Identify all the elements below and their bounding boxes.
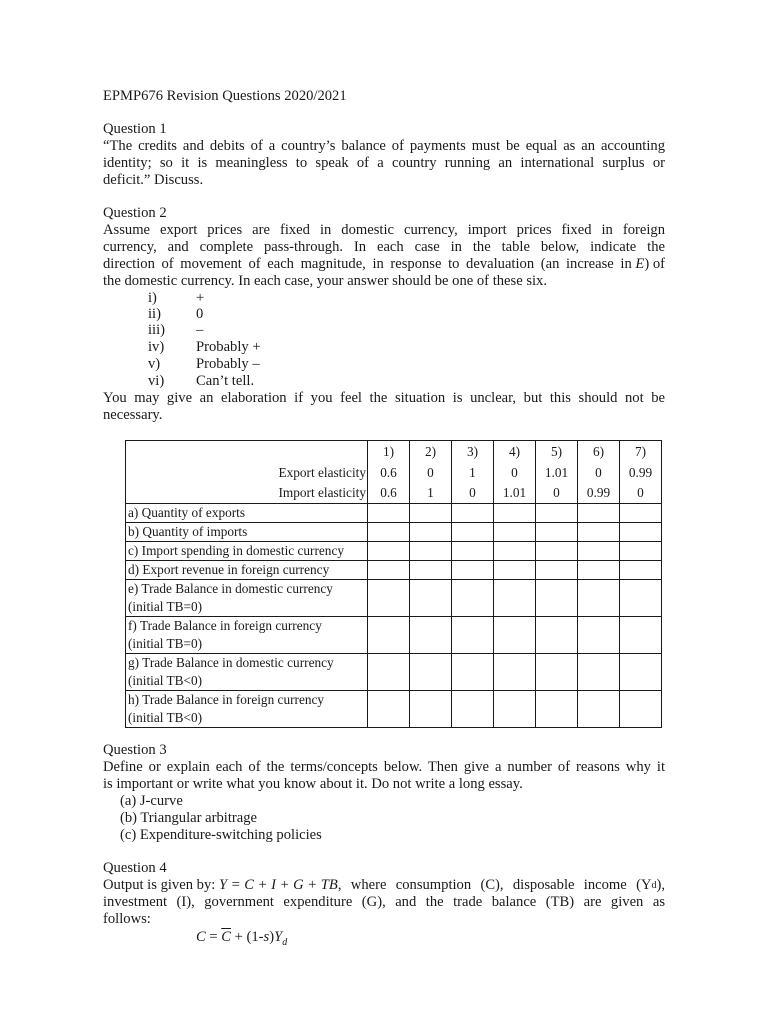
answer-cell[interactable] xyxy=(368,654,410,691)
variable-E: E xyxy=(635,256,645,272)
answer-cell[interactable] xyxy=(410,561,452,580)
answer-cell[interactable] xyxy=(620,617,662,654)
table-header-row xyxy=(126,441,662,504)
output-equation: Y = C + I + G + TB xyxy=(218,877,338,893)
answer-cell[interactable] xyxy=(410,504,452,523)
table-row xyxy=(126,523,662,542)
answer-cell[interactable] xyxy=(452,504,494,523)
q1-heading: Question 1 xyxy=(103,121,167,137)
answer-cell[interactable] xyxy=(578,580,620,617)
answer-cell[interactable] xyxy=(620,691,662,728)
table-row xyxy=(126,617,662,654)
answer-cell[interactable] xyxy=(410,580,452,617)
answer-cell[interactable] xyxy=(578,617,620,654)
row-label: d) Export revenue in foreign currency xyxy=(126,561,368,580)
answer-cell[interactable] xyxy=(578,542,620,561)
q2-text-segment: direction of movement of each magnitude, in response to devaluation (an increase in xyxy=(103,256,632,272)
row-label: a) Quantity of exports xyxy=(126,504,368,523)
option-value: 0 xyxy=(196,306,204,322)
answer-cell[interactable] xyxy=(536,542,578,561)
answer-cell[interactable] xyxy=(620,580,662,617)
q4-text-line xyxy=(103,877,665,894)
answer-cell[interactable] xyxy=(410,523,452,542)
q1-text-line: identity; so it is meaningless to speak of a country running an international surplus or xyxy=(103,155,665,171)
answer-cell[interactable] xyxy=(620,654,662,691)
option-value: + xyxy=(196,290,205,306)
q3-item: (a) J-curve xyxy=(120,793,183,809)
answer-cell[interactable] xyxy=(368,580,410,617)
q4-text-segment: Output is given by: xyxy=(103,877,219,893)
row-label: h) Trade Balance in foreign currency (initial TB<0) xyxy=(126,691,368,728)
case-column-header: 7) 0.99 0 xyxy=(620,441,662,504)
table-row xyxy=(126,561,662,580)
answer-cell[interactable] xyxy=(368,523,410,542)
q4-text-line: follows: xyxy=(103,911,151,927)
option-number: vi) xyxy=(148,373,165,389)
answer-cell[interactable] xyxy=(494,542,536,561)
subscript-d: d xyxy=(651,880,657,891)
case-column-header: 3) 1 0 xyxy=(452,441,494,504)
row-label: f) Trade Balance in foreign currency (initial TB=0) xyxy=(126,617,368,654)
q2-note-line: You may give an elaboration if you feel the situation is unclear, but this should not be xyxy=(103,390,665,406)
option-number: v) xyxy=(148,356,161,372)
q2-text-line: currency, and complete pass-through. In each case in the table below, indicate the xyxy=(103,239,665,255)
answer-cell[interactable] xyxy=(494,654,536,691)
row-label: e) Trade Balance in domestic currency (initial TB=0) xyxy=(126,580,368,617)
option-value: – xyxy=(196,322,204,338)
case-column-header: 6) 0 0.99 xyxy=(578,441,620,504)
table-row xyxy=(126,691,662,728)
answer-cell[interactable] xyxy=(620,523,662,542)
answer-cell[interactable] xyxy=(452,617,494,654)
q1-text-line: “The credits and debits of a country’s balance of payments must be equal as an accounting xyxy=(103,138,665,154)
answer-cell[interactable] xyxy=(578,654,620,691)
case-column-header: 4) 0 1.01 xyxy=(494,441,536,504)
consumption-equation: $C = \overline{C} + (1-s)Y_d$ xyxy=(196,929,288,948)
answer-cell[interactable] xyxy=(578,504,620,523)
answer-cell[interactable] xyxy=(368,691,410,728)
answer-cell[interactable] xyxy=(536,561,578,580)
table-row xyxy=(126,542,662,561)
q4-text-segment: , where consumption (C), disposable income (Y xyxy=(337,877,652,893)
q3-heading: Question 3 xyxy=(103,742,167,758)
option-value: Can’t tell. xyxy=(196,373,255,389)
q4-text-line: investment (I), government expenditure (G), and the trade balance (TB) are given as xyxy=(103,894,665,910)
answer-cell[interactable] xyxy=(494,504,536,523)
q3-text-line: Define or explain each of the terms/concepts below. Then give a number of reasons why it xyxy=(103,759,665,775)
case-column-header: 1) 0.6 0.6 xyxy=(368,441,410,504)
answer-cell[interactable] xyxy=(578,691,620,728)
answer-cell[interactable] xyxy=(494,523,536,542)
option-number: iii) xyxy=(148,322,166,338)
answer-cell[interactable] xyxy=(536,523,578,542)
table-row xyxy=(126,580,662,617)
answer-cell[interactable] xyxy=(452,523,494,542)
q2-text-line xyxy=(103,256,665,273)
q3-text-line: is important or write what you know about it. Do not write a long essay. xyxy=(103,776,523,792)
row-label: g) Trade Balance in domestic currency (initial TB<0) xyxy=(126,654,368,691)
answer-cell[interactable] xyxy=(620,504,662,523)
case-column-header: 2) 0 1 xyxy=(410,441,452,504)
answer-cell[interactable] xyxy=(494,617,536,654)
answer-cell[interactable] xyxy=(410,617,452,654)
answer-cell[interactable] xyxy=(536,580,578,617)
option-number: ii) xyxy=(148,306,161,322)
row-label: c) Import spending in domestic currency xyxy=(126,542,368,561)
table-row xyxy=(126,504,662,523)
answer-cell[interactable] xyxy=(410,691,452,728)
q2-text-line: the domestic currency. In each case, your answer should be one of these six. xyxy=(103,273,548,289)
answer-cell[interactable] xyxy=(620,542,662,561)
answer-cell[interactable] xyxy=(368,617,410,654)
row-label: b) Quantity of imports xyxy=(126,523,368,542)
export-elasticity-label: Export elasticity xyxy=(278,465,366,480)
answer-cell[interactable] xyxy=(452,654,494,691)
q2-text-line: Assume export prices are fixed in domestic currency, import prices fixed in foreign xyxy=(103,222,665,238)
document-title: EPMP676 Revision Questions 2020/2021 xyxy=(103,88,347,104)
answer-cell[interactable] xyxy=(410,542,452,561)
q3-item: (c) Expenditure-switching policies xyxy=(120,827,322,843)
answer-cell[interactable] xyxy=(620,561,662,580)
answer-cell[interactable] xyxy=(368,561,410,580)
answer-cell[interactable] xyxy=(536,617,578,654)
answer-cell[interactable] xyxy=(494,691,536,728)
answer-cell[interactable] xyxy=(452,691,494,728)
option-value: Probably – xyxy=(196,356,260,372)
c-bar: $\overline{C}$ xyxy=(221,929,231,945)
answer-cell[interactable] xyxy=(536,654,578,691)
answer-cell[interactable] xyxy=(368,542,410,561)
q2-note-line: necessary. xyxy=(103,407,163,423)
answer-cell[interactable] xyxy=(452,561,494,580)
q4-text-segment: ), xyxy=(656,877,665,893)
answer-cell[interactable] xyxy=(494,561,536,580)
elasticity-table xyxy=(125,440,662,728)
q2-heading: Question 2 xyxy=(103,205,167,221)
table-row xyxy=(126,654,662,691)
option-number: i) xyxy=(148,290,157,306)
import-elasticity-label: Import elasticity xyxy=(278,485,366,500)
answer-cell[interactable] xyxy=(536,504,578,523)
q3-item: (b) Triangular arbitrage xyxy=(120,810,257,826)
q4-heading: Question 4 xyxy=(103,860,167,876)
answer-cell[interactable] xyxy=(536,691,578,728)
answer-cell[interactable] xyxy=(494,580,536,617)
answer-cell[interactable] xyxy=(368,504,410,523)
option-number: iv) xyxy=(148,339,165,355)
q1-text-line: deficit.” Discuss. xyxy=(103,172,204,188)
answer-cell[interactable] xyxy=(452,580,494,617)
answer-cell[interactable] xyxy=(578,561,620,580)
header-label-cell xyxy=(126,441,368,504)
answer-cell[interactable] xyxy=(452,542,494,561)
answer-cell[interactable] xyxy=(578,523,620,542)
q2-text-segment: ) of xyxy=(644,256,665,272)
option-value: Probably + xyxy=(196,339,261,355)
answer-cell[interactable] xyxy=(410,654,452,691)
case-column-header: 5) 1.01 0 xyxy=(536,441,578,504)
